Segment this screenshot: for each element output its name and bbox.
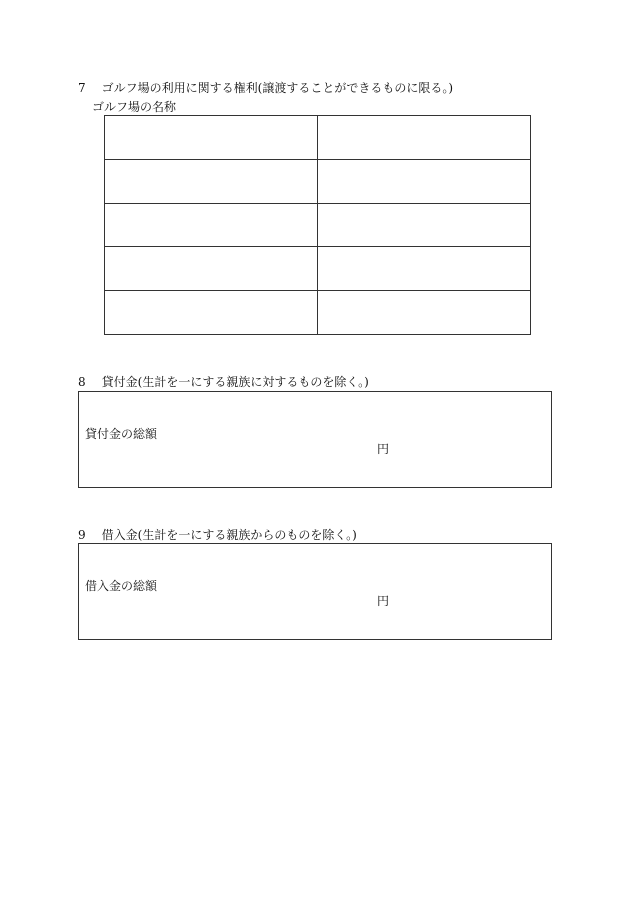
section-7-title: ゴルフ場の利用に関する権利(譲渡することができるものに限る。): [101, 81, 454, 95]
golf-course-cell[interactable]: [105, 203, 318, 247]
table-row: [105, 291, 531, 335]
loan-receivable-total-label: 貸付金の総額: [85, 427, 158, 441]
golf-course-name-label: ゴルフ場の名称: [92, 100, 177, 114]
section-7-number: 7: [78, 81, 86, 95]
golf-course-cell[interactable]: [318, 116, 531, 160]
golf-course-cell[interactable]: [318, 291, 531, 335]
section-8-number: 8: [78, 375, 86, 389]
borrowing-total-label: 借入金の総額: [85, 579, 158, 593]
borrowing-yen-unit: 円: [377, 594, 390, 608]
section-7-heading: [78, 81, 453, 95]
loan-receivable-yen-unit: 円: [377, 442, 390, 456]
golf-course-cell[interactable]: [318, 203, 531, 247]
section-9-heading: [78, 528, 357, 542]
loan-receivable-box[interactable]: [78, 391, 552, 488]
section-8-heading: [78, 375, 369, 389]
golf-course-cell[interactable]: [318, 247, 531, 291]
section-9-number: 9: [78, 528, 86, 542]
table-row: [105, 116, 531, 160]
golf-course-cell[interactable]: [105, 247, 318, 291]
golf-course-table: [104, 115, 531, 335]
table-row: [105, 159, 531, 203]
golf-course-cell[interactable]: [105, 291, 318, 335]
section-9-title: 借入金(生計を一にする親族からのものを除く。): [101, 528, 357, 542]
borrowing-box[interactable]: [78, 543, 552, 640]
table-row: [105, 203, 531, 247]
section-8-title: 貸付金(生計を一にする親族に対するものを除く。): [101, 375, 369, 389]
golf-course-cell[interactable]: [318, 159, 531, 203]
table-row: [105, 247, 531, 291]
golf-course-cell[interactable]: [105, 159, 318, 203]
golf-course-cell[interactable]: [105, 116, 318, 160]
